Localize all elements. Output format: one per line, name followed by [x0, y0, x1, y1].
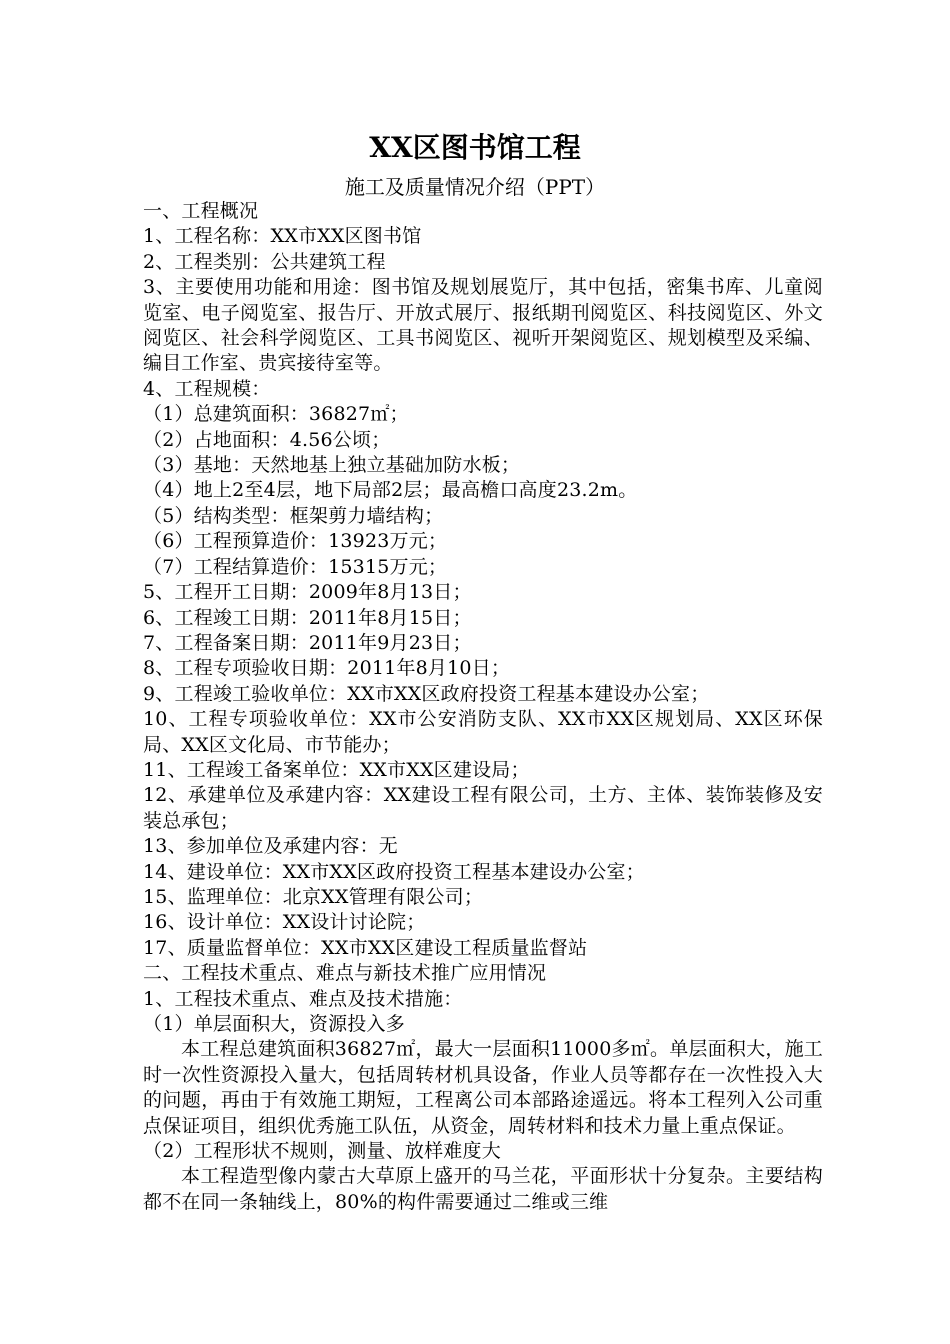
contractor-paragraph: 12、承建单位及承建内容：XX建设工程有限公司，土方、主体、装饰装修及安装总承包； — [143, 784, 823, 832]
design-unit-line: 16、设计单位：XX设计讨论院； — [143, 911, 426, 934]
special-acceptance-date-line: 8、工程专项验收日期：2011年8月10日； — [143, 657, 511, 680]
supervision-unit-line: 15、监理单位：北京XX管理有限公司； — [143, 885, 484, 908]
irregular-shape-paragraph: 本工程造型像内蒙古大草原上盛开的马兰花，平面形状十分复杂。主要结构都不在同一条轴线上，80%的构件需要通过二维或三维 — [143, 1165, 823, 1213]
section-heading-technology: 二、工程技术重点、难点与新技术推广应用情况 — [143, 962, 547, 985]
participating-units-line: 13、参加单位及承建内容：无 — [143, 835, 398, 858]
large-floor-area-paragraph: 本工程总建筑面积36827㎡，最大一层面积11000多㎡。单层面积大，施工时一次性资源投入量大，包括周转材机具设备，作业人员等都存在一次性投入大的问题，再由于有效施工期短，工程离公司本部路途遥远。将本工程列入公司重点保证项目，组织优秀施工队伍，从资金，周转材料和技术力量上重点保证。 — [143, 1038, 823, 1137]
scale-item-1: （1）总建筑面积：36827㎡； — [143, 403, 409, 426]
section-heading-overview: 一、工程概况 — [143, 200, 259, 222]
quality-supervision-unit-line: 17、质量监督单位：XX市XX区建设工程质量监督站 — [143, 936, 588, 959]
document-subtitle: 施工及质量情况介绍（PPT） — [344, 175, 606, 199]
project-category-line: 2、工程类别：公共建筑工程 — [143, 250, 386, 273]
filing-date-line: 7、工程备案日期：2011年9月23日； — [143, 631, 472, 654]
start-date-line: 5、工程开工日期：2009年8月13日； — [143, 581, 472, 604]
owner-unit-line: 14、建设单位：XX市XX区政府投资工程基本建设办公室； — [143, 860, 645, 883]
document-body — [143, 199, 823, 1215]
document-title: XX区图书馆工程 — [369, 131, 581, 164]
project-name-line: 1、工程名称：XX市XX区图书馆 — [143, 225, 422, 248]
completion-date-line: 6、工程竣工日期：2011年8月15日； — [143, 606, 472, 629]
function-usage-paragraph: 3、主要使用功能和用途：图书馆及规划展览厅，其中包括，密集书库、儿童阅览室、电子阅览室、报告厅、开放式展厅、报纸期刊阅览区、科技阅览区、外文阅览区、社会科学阅览区、工具书阅览区、视听开架阅览区、规划模型及采编、编目工作室、贵宾接待室等。 — [143, 276, 823, 375]
project-scale-heading: 4、工程规模： — [143, 377, 271, 400]
scale-item-2: （2）占地面积：4.56公顷； — [143, 428, 391, 451]
scale-item-7: （7）工程结算造价：15315万元； — [143, 555, 448, 578]
filing-unit-line: 11、工程竣工备案单位：XX市XX区建设局； — [143, 758, 530, 781]
completion-acceptance-unit-line: 9、工程竣工验收单位：XX市XX区政府投资工程基本建设办公室； — [143, 682, 710, 705]
special-acceptance-units-paragraph: 10、工程专项验收单位：XX市公安消防支队、XX市XX区规划局、XX区环保局、XX区文化局、市节能办； — [143, 708, 823, 756]
subheading-irregular-shape: （2）工程形状不规则，测量、放样难度大 — [143, 1140, 501, 1163]
technical-key-points-heading: 1、工程技术重点、难点及技术措施： — [143, 987, 463, 1010]
scale-item-6: （6）工程预算造价：13923万元； — [143, 530, 448, 553]
scale-item-5: （5）结构类型：框架剪力墙结构； — [143, 504, 444, 527]
subheading-large-floor-area: （1）单层面积大，资源投入多 — [143, 1013, 405, 1035]
scale-item-4: （4）地上2至4层，地下局部2层；最高檐口高度23.2m。 — [143, 479, 638, 502]
scale-item-3: （3）基地：天然地基上独立基础加防水板； — [143, 454, 521, 477]
